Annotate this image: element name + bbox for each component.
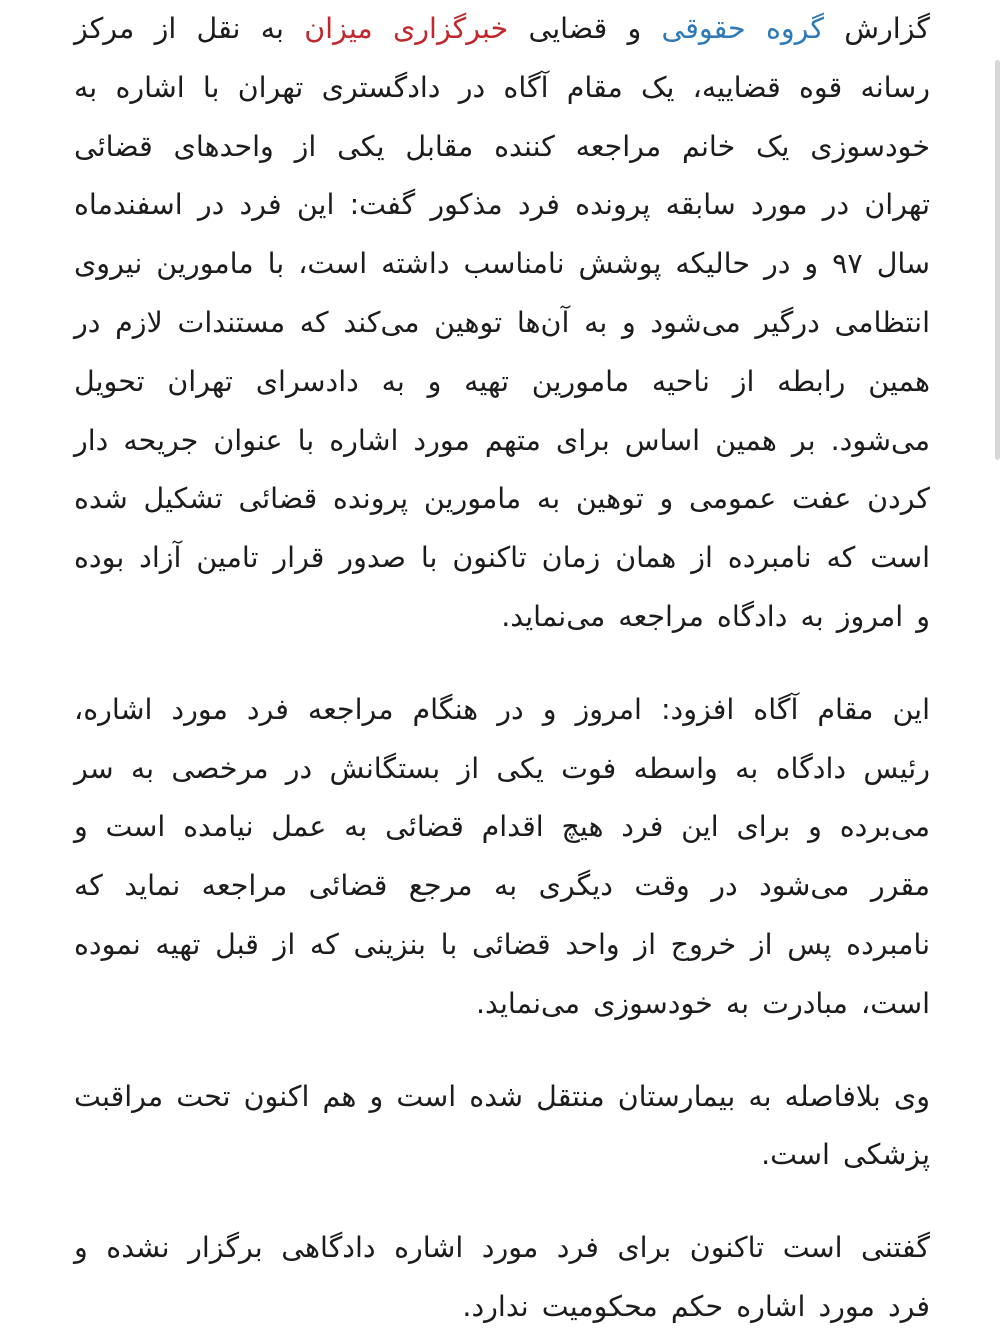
paragraph-1-rest: به نقل از مرکز رسانه قوه قضاییه، یک مقام آگاه در دادگستری تهران با اشاره به خودسوزی یک خانم مراجعه کننده مقابل یکی از واحدهای قضائی تهران در مورد سابقه پرونده فرد مذکور گفت: این فرد در اسفندماه سال ۹۷ و در حالیکه پوشش نامناسب داشته است، با مامورین نیروی انتظامی درگیر می‌شود و به آن‌ها توهین می‌کند که مستندات لازم در همین رابطه از ناحیه مامورین تهیه و به دادسرای تهران تحویل می‌شود. بر همین اساس برای متهم مورد اشاره با عنوان جریحه دار کردن عفت عمومی و توهین به مامورین پرونده قضائی تشکیل شده است که نامبرده از همان زمان تاکنون با صدور قرار تامین آزاد بوده و امروز به دادگاه مراجعه می‌نماید. <box>74 12 930 633</box>
article-paragraph-3: وی بلافاصله به بیمارستان منتقل شده است و هم اکنون تحت مراقبت پزشکی است. <box>74 1079 930 1172</box>
article-paragraph-1 <box>74 0 930 647</box>
article-body <box>74 0 930 1337</box>
mizan-news-agency-link[interactable]: خبرگزاری میزان <box>304 12 509 45</box>
article-paragraph-2: این مقام آگاه افزود: امروز و در هنگام مراجعه فرد مورد اشاره، رئیس دادگاه به واسطه فوت یکی از بستگانش در مرخصی به سر می‌برده و برای این فرد هیچ اقدام قضائی به عمل نیامده است و مقرر می‌شود در وقت دیگری به مرجع قضائی مراجعه نماید که نامبرده پس از خروج از واحد قضائی با بنزینی که از قبل تهیه نموده است، مبادرت به خودسوزی می‌نماید. <box>74 692 930 1020</box>
paragraph-1-middle: و قضایی <box>508 12 662 45</box>
legal-group-link[interactable]: گروه حقوقی <box>661 12 824 45</box>
article-paragraph-4: گفتنی است تاکنون برای فرد مورد اشاره دادگاهی برگزار نشده و فرد مورد اشاره حکم محکومیت ندارد. <box>74 1231 930 1323</box>
scrollbar-thumb[interactable] <box>995 60 1000 460</box>
paragraph-1-prefix: گزارش <box>823 12 931 45</box>
scrollbar[interactable] <box>993 0 1001 1280</box>
